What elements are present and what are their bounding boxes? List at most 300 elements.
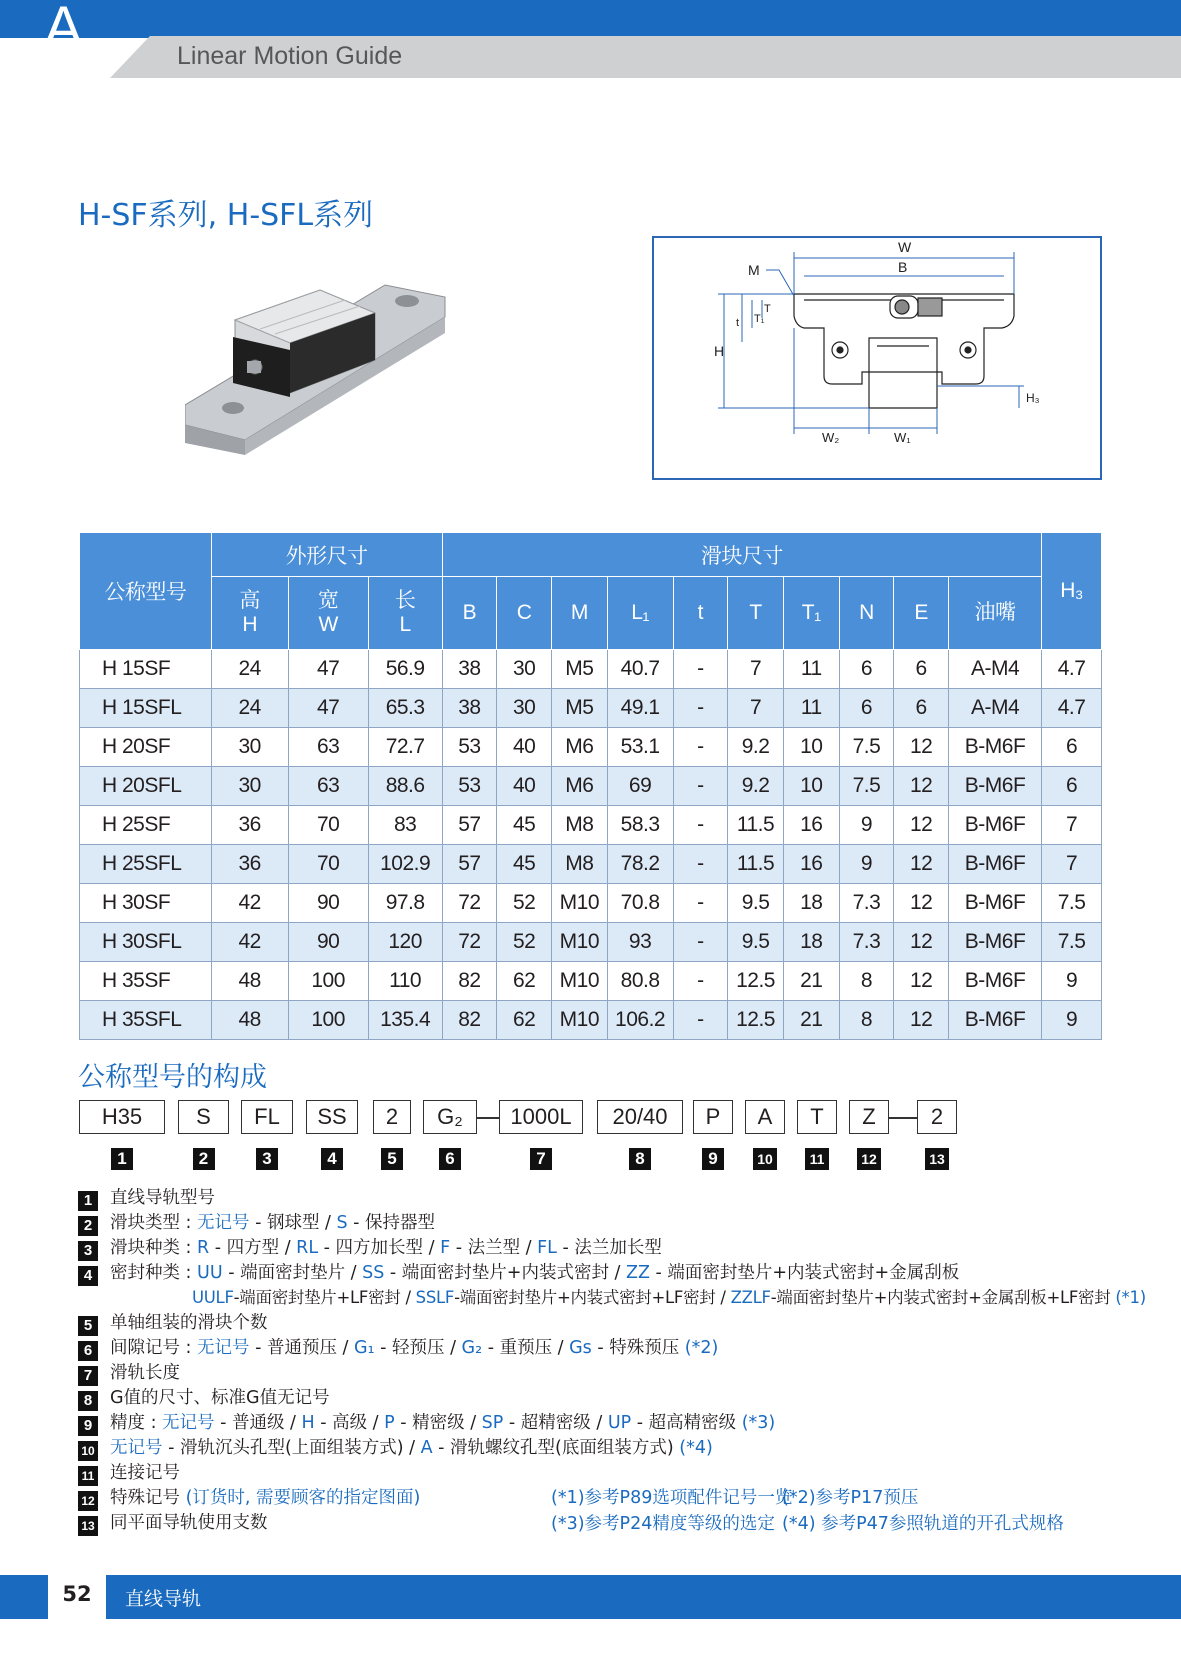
th-L-cn: 长 — [394, 589, 416, 612]
model-cell: H 15SF — [80, 650, 212, 689]
legend-text: 同平面导轨使用支数 — [110, 1513, 268, 1533]
legend-ref: (*2) — [684, 1338, 719, 1358]
table-row — [80, 962, 1102, 1001]
code-title: 公称型号的构成 — [78, 1062, 267, 1093]
dim-label-W2: W₂ — [822, 430, 840, 445]
code-number-badge: 2 — [193, 1148, 215, 1170]
table-cell: 40 — [497, 767, 552, 806]
legend-code: P — [384, 1413, 395, 1433]
legend-note: (订货时, 需要顾客的指定图面) — [185, 1488, 421, 1508]
table-cell: 21 — [783, 1001, 839, 1040]
legend-text: -端面密封垫片+内装式密封+金属刮板+LF密封 — [770, 1288, 1116, 1307]
legend-text: 精度 : — [110, 1413, 163, 1433]
legend-num: 1 — [78, 1191, 98, 1211]
th-L-en: L — [399, 613, 411, 636]
legend-code: UU — [197, 1263, 223, 1283]
legend-text: - 滑轨螺纹孔型(底面组装方式) — [432, 1438, 680, 1458]
table-cell: 11.5 — [728, 806, 784, 845]
table-cell: 38 — [442, 689, 497, 728]
legend-item-13 — [78, 1511, 268, 1536]
table-cell: 102.9 — [368, 845, 442, 884]
spec-table — [79, 532, 1102, 1040]
legend-code: F — [440, 1238, 451, 1258]
table-cell: - — [673, 650, 728, 689]
table-cell: 7 — [1042, 806, 1102, 845]
legend-code: H — [301, 1413, 315, 1433]
th-H-cn: 高 — [239, 589, 260, 612]
table-cell: 9.5 — [728, 923, 784, 962]
code-box: A — [745, 1100, 785, 1134]
legend-text: 连接记号 — [110, 1463, 180, 1483]
table-cell: 6 — [1042, 767, 1102, 806]
code-number-badge: 13 — [925, 1148, 949, 1170]
footnote-1: (*1)参考P89选项配件记号一览 — [551, 1488, 793, 1508]
table-cell: 45 — [497, 845, 552, 884]
table-cell: 7.3 — [839, 923, 894, 962]
table-cell: M10 — [551, 884, 607, 923]
table-cell: 12 — [894, 962, 949, 1001]
dimension-diagram — [652, 236, 1102, 480]
table-cell: 7 — [1042, 845, 1102, 884]
table-cell: M6 — [551, 728, 607, 767]
table-cell: 6 — [839, 650, 894, 689]
model-cell: H 15SFL — [80, 689, 212, 728]
dim-label-T: T — [764, 303, 771, 315]
table-cell: 11.5 — [728, 845, 784, 884]
legend-num: 3 — [78, 1241, 98, 1261]
code-box: P — [693, 1100, 733, 1134]
code-box: 1000L — [499, 1100, 583, 1134]
code-box: Z — [849, 1100, 889, 1134]
code-number-badge: 3 — [256, 1148, 278, 1170]
legend-text: - 法兰加长型 — [556, 1238, 662, 1258]
table-cell: 70 — [288, 806, 368, 845]
legend-code: S — [336, 1213, 348, 1233]
table-cell: 16 — [783, 845, 839, 884]
th-outer-dimensions: 外形尺寸 — [211, 533, 442, 577]
table-cell: 57 — [442, 806, 497, 845]
legend-code: A — [420, 1438, 433, 1458]
table-cell: 52 — [497, 884, 552, 923]
table-cell: B-M6F — [948, 962, 1041, 1001]
legend-code: SS — [362, 1263, 385, 1283]
table-row — [80, 650, 1102, 689]
legend-text: 滑块种类 : — [110, 1238, 198, 1258]
legend-num: 8 — [78, 1391, 98, 1411]
legend-item-2 — [78, 1211, 435, 1236]
legend-text: - 超精密级 / — [503, 1413, 608, 1433]
table-cell: 30 — [497, 689, 552, 728]
th-C: C — [497, 577, 552, 650]
legend-text: 密封种类 : — [110, 1263, 198, 1283]
dim-label-B: B — [898, 259, 908, 275]
legend-item-1 — [78, 1186, 215, 1211]
code-number-badge: 5 — [381, 1148, 403, 1170]
legend-text: - 钢球型 / — [249, 1213, 337, 1233]
table-cell: 53.1 — [607, 728, 673, 767]
legend-text: 间隙记号 : — [110, 1338, 198, 1358]
table-cell: B-M6F — [948, 728, 1041, 767]
table-cell: M10 — [551, 1001, 607, 1040]
dim-label-H3: H₃ — [1026, 391, 1040, 405]
table-cell: - — [673, 689, 728, 728]
table-cell: M10 — [551, 923, 607, 962]
legend-code: ZZLF — [730, 1288, 771, 1307]
legend-text: 滑块类型 : — [110, 1213, 198, 1233]
dim-label-t: t — [736, 317, 740, 329]
table-cell: 78.2 — [607, 845, 673, 884]
table-cell: 70.8 — [607, 884, 673, 923]
legend-text: - 四方加长型 / — [318, 1238, 441, 1258]
legend-code: 无记号 — [110, 1438, 163, 1458]
table-cell: 38 — [442, 650, 497, 689]
table-cell: 11 — [783, 689, 839, 728]
table-cell: 40.7 — [607, 650, 673, 689]
dim-label-M: M — [748, 262, 760, 278]
table-cell: M5 — [551, 650, 607, 689]
table-cell: 53 — [442, 767, 497, 806]
table-cell: 48 — [211, 962, 288, 1001]
table-cell: A-M4 — [948, 689, 1041, 728]
footer-title: 直线导轨 — [125, 1588, 202, 1610]
legend-code: G₁ — [354, 1338, 375, 1358]
table-cell: 72.7 — [368, 728, 442, 767]
table-cell: 12.5 — [728, 962, 784, 1001]
table-cell: 42 — [211, 923, 288, 962]
dim-label-T1: T₁ — [754, 313, 765, 325]
th-E: E — [894, 577, 949, 650]
legend-text: - 特殊预压 — [591, 1338, 685, 1358]
legend-text: - 端面密封垫片 / — [222, 1263, 363, 1283]
legend-num: 12 — [78, 1491, 98, 1511]
legend-code: 无记号 — [197, 1213, 250, 1233]
table-cell: M5 — [551, 689, 607, 728]
table-cell: B-M6F — [948, 923, 1041, 962]
header-bar — [0, 0, 1181, 38]
table-cell: A-M4 — [948, 650, 1041, 689]
legend-item-10 — [78, 1436, 713, 1461]
table-cell: - — [673, 806, 728, 845]
table-cell: 12 — [894, 845, 949, 884]
table-cell: 18 — [783, 884, 839, 923]
table-cell: 24 — [211, 689, 288, 728]
table-row — [80, 923, 1102, 962]
table-cell: 97.8 — [368, 884, 442, 923]
table-cell: - — [673, 1001, 728, 1040]
table-row — [80, 689, 1102, 728]
table-cell: M8 — [551, 806, 607, 845]
legend-text: - 重预压 / — [482, 1338, 570, 1358]
th-W-cn: 宽 — [317, 589, 339, 612]
table-cell: 16 — [783, 806, 839, 845]
th-oil-nipple: 油嘴 — [948, 577, 1041, 650]
table-cell: 57 — [442, 845, 497, 884]
legend-ref: (*1) — [1115, 1288, 1146, 1307]
table-cell: 10 — [783, 728, 839, 767]
table-cell: - — [673, 884, 728, 923]
table-cell: 56.9 — [368, 650, 442, 689]
code-box: G₂ — [423, 1100, 477, 1134]
legend-text: - 普通预压 / — [249, 1338, 354, 1358]
table-cell: 8 — [839, 1001, 894, 1040]
legend-code: SP — [481, 1413, 504, 1433]
legend-text: -端面密封垫片+内装式密封+LF密封 / — [454, 1288, 731, 1307]
code-number-badge: 1 — [111, 1148, 133, 1170]
legend-num: 10 — [78, 1441, 98, 1461]
legend-text: - 超高精密级 — [631, 1413, 742, 1433]
code-number-badge: 12 — [857, 1148, 881, 1170]
table-cell: 9 — [839, 845, 894, 884]
table-cell: 7.5 — [1042, 884, 1102, 923]
legend-num: 13 — [78, 1516, 98, 1536]
legend-text: -端面密封垫片+LF密封 / — [233, 1288, 416, 1307]
table-cell: 18 — [783, 923, 839, 962]
table-cell: 135.4 — [368, 1001, 442, 1040]
table-cell: 47 — [288, 689, 368, 728]
dim-label-W: W — [898, 239, 912, 255]
code-box: SS — [306, 1100, 358, 1134]
table-cell: M8 — [551, 845, 607, 884]
table-cell: 11 — [783, 650, 839, 689]
legend-code: SSLF — [415, 1288, 455, 1307]
table-cell: 62 — [497, 1001, 552, 1040]
table-cell: M6 — [551, 767, 607, 806]
table-cell: 63 — [288, 767, 368, 806]
legend-code: R — [197, 1238, 210, 1258]
th-W — [288, 577, 368, 650]
legend-code: UP — [607, 1413, 632, 1433]
table-cell: 93 — [607, 923, 673, 962]
table-cell: 30 — [497, 650, 552, 689]
model-cell: H 35SF — [80, 962, 212, 1001]
code-box: FL — [241, 1100, 293, 1134]
table-cell: 63 — [288, 728, 368, 767]
legend-text: - 轻预压 / — [374, 1338, 462, 1358]
table-cell: 6 — [839, 689, 894, 728]
table-cell: 82 — [442, 1001, 497, 1040]
legend-item-9 — [78, 1411, 775, 1436]
code-connector — [889, 1117, 917, 1119]
legend-item-12 — [78, 1486, 420, 1511]
th-W-en: W — [318, 613, 338, 636]
legend-code: FL — [537, 1238, 557, 1258]
table-cell: 90 — [288, 884, 368, 923]
table-row — [80, 1001, 1102, 1040]
table-cell: 53 — [442, 728, 497, 767]
legend-text: G值的尺寸、标准G值无记号 — [110, 1388, 330, 1408]
table-cell: 12 — [894, 806, 949, 845]
legend-text: - 四方型 / — [209, 1238, 297, 1258]
table-cell: 9.2 — [728, 767, 784, 806]
th-M: M — [551, 577, 607, 650]
table-cell: - — [673, 728, 728, 767]
legend-item-8 — [78, 1386, 330, 1411]
table-cell: 83 — [368, 806, 442, 845]
legend-code: G₂ — [461, 1338, 483, 1358]
legend-text: - 保持器型 — [347, 1213, 436, 1233]
legend-code: UULF — [192, 1288, 234, 1307]
legend-item-4 — [78, 1261, 959, 1286]
th-L — [368, 577, 442, 650]
table-cell: 12 — [894, 923, 949, 962]
th-t: t — [673, 577, 728, 650]
footnote-4: (*4) 参考P47参照轨道的开孔式规格 — [782, 1514, 1064, 1534]
code-number-badge: 4 — [321, 1148, 343, 1170]
table-cell: 88.6 — [368, 767, 442, 806]
table-cell: B-M6F — [948, 767, 1041, 806]
legend-code: ZZ — [625, 1263, 650, 1283]
table-cell: - — [673, 845, 728, 884]
legend-num: 6 — [78, 1341, 98, 1361]
model-cell: H 30SFL — [80, 923, 212, 962]
section-title: H-SF系列, H-SFL系列 — [78, 198, 374, 233]
legend-text: - 法兰型 / — [450, 1238, 538, 1258]
legend-item-5 — [78, 1311, 268, 1336]
table-cell: 52 — [497, 923, 552, 962]
table-cell: 45 — [497, 806, 552, 845]
dim-label-W1: W₁ — [894, 430, 911, 445]
table-cell: 62 — [497, 962, 552, 1001]
legend-ref: (*3) — [741, 1413, 776, 1433]
legend-num: 7 — [78, 1366, 98, 1386]
legend-item-3 — [78, 1236, 662, 1261]
code-number-badge: 10 — [753, 1148, 777, 1170]
code-box: 2 — [917, 1100, 957, 1134]
code-number-badge: 7 — [530, 1148, 552, 1170]
legend-item-7 — [78, 1361, 180, 1386]
code-box: T — [797, 1100, 837, 1134]
table-cell: - — [673, 767, 728, 806]
model-cell: H 35SFL — [80, 1001, 212, 1040]
th-H — [211, 577, 288, 650]
header-title: Linear Motion Guide — [177, 42, 403, 70]
legend-text: - 高级 / — [314, 1413, 385, 1433]
table-cell: B-M6F — [948, 884, 1041, 923]
table-cell: - — [673, 962, 728, 1001]
th-T1: T₁ — [783, 577, 839, 650]
table-cell: 65.3 — [368, 689, 442, 728]
table-cell: 90 — [288, 923, 368, 962]
legend-item-11 — [78, 1461, 180, 1486]
table-cell: 7.3 — [839, 884, 894, 923]
th-N: N — [839, 577, 894, 650]
table-cell: - — [673, 923, 728, 962]
th-B: B — [442, 577, 497, 650]
table-cell: B-M6F — [948, 845, 1041, 884]
table-cell: 12 — [894, 767, 949, 806]
footnote-3: (*3)参考P24精度等级的选定 — [551, 1514, 775, 1534]
table-cell: 110 — [368, 962, 442, 1001]
legend-code: RL — [296, 1238, 319, 1258]
model-cell: H 20SF — [80, 728, 212, 767]
legend-num: 9 — [78, 1416, 98, 1436]
code-box: 20/40 — [597, 1100, 683, 1134]
table-cell: 9 — [839, 806, 894, 845]
th-H-en: H — [242, 613, 257, 636]
legend-text: 单轴组装的滑块个数 — [110, 1313, 268, 1333]
legend-text: - 滑轨沉头孔型(上面组装方式) / — [162, 1438, 421, 1458]
table-cell: 7.5 — [839, 767, 894, 806]
legend-num: 5 — [78, 1316, 98, 1336]
legend-item-4-cont — [192, 1286, 1146, 1310]
code-number-badge: 6 — [439, 1148, 461, 1170]
table-cell: 100 — [288, 1001, 368, 1040]
model-cell: H 30SF — [80, 884, 212, 923]
table-cell: 36 — [211, 806, 288, 845]
table-cell: 40 — [497, 728, 552, 767]
footnote-2: (*2)参考P17预压 — [782, 1488, 919, 1508]
code-box: 2 — [373, 1100, 411, 1134]
chapter-letter: A — [44, 0, 83, 60]
th-block-dimensions: 滑块尺寸 — [442, 533, 1042, 577]
product-image — [185, 275, 465, 475]
legend-text: 直线导轨型号 — [110, 1188, 215, 1208]
th-H3: H₃ — [1042, 533, 1102, 650]
code-connector — [477, 1117, 499, 1119]
th-T: T — [728, 577, 784, 650]
model-cell: H 25SF — [80, 806, 212, 845]
table-cell: 30 — [211, 728, 288, 767]
table-cell: 10 — [783, 767, 839, 806]
table-cell: 12 — [894, 728, 949, 767]
dim-label-H: H — [714, 343, 725, 359]
table-cell: 9.2 — [728, 728, 784, 767]
code-number-badge: 9 — [702, 1148, 724, 1170]
page-number: 52 — [62, 1582, 92, 1606]
table-cell: 7 — [728, 650, 784, 689]
table-cell: 7.5 — [839, 728, 894, 767]
dimension-drawing — [654, 238, 1100, 478]
table-cell: 9 — [1042, 962, 1102, 1001]
table-cell: 12 — [894, 1001, 949, 1040]
table-cell: 6 — [894, 689, 949, 728]
table-cell: 12 — [894, 884, 949, 923]
legend-ref: (*4) — [679, 1438, 713, 1458]
table-row — [80, 845, 1102, 884]
legend-num: 11 — [78, 1466, 98, 1486]
table-cell: 42 — [211, 884, 288, 923]
table-cell: 100 — [288, 962, 368, 1001]
table-cell: 12.5 — [728, 1001, 784, 1040]
legend-num: 4 — [78, 1266, 98, 1286]
th-model: 公称型号 — [80, 533, 212, 650]
code-number-badge: 11 — [805, 1148, 829, 1170]
table-cell: 70 — [288, 845, 368, 884]
table-cell: 47 — [288, 650, 368, 689]
legend-code: Gs — [569, 1338, 592, 1358]
table-cell: 7.5 — [1042, 923, 1102, 962]
model-cell: H 25SFL — [80, 845, 212, 884]
legend-text: - 端面密封垫片+内装式密封+金属刮板 — [649, 1263, 960, 1283]
legend-text: - 精密级 / — [394, 1413, 482, 1433]
table-cell: 6 — [1042, 728, 1102, 767]
table-cell: 82 — [442, 962, 497, 1001]
table-cell: 72 — [442, 923, 497, 962]
table-cell: 49.1 — [607, 689, 673, 728]
code-box: H35 — [79, 1100, 165, 1134]
table-cell: M10 — [551, 962, 607, 1001]
legend-text: 特殊记号 — [110, 1488, 186, 1508]
table-cell: 120 — [368, 923, 442, 962]
table-row — [80, 806, 1102, 845]
legend-code: 无记号 — [197, 1338, 250, 1358]
table-cell: 58.3 — [607, 806, 673, 845]
table-cell: 69 — [607, 767, 673, 806]
table-cell: 21 — [783, 962, 839, 1001]
table-cell: 4.7 — [1042, 689, 1102, 728]
table-cell: 30 — [211, 767, 288, 806]
legend-num: 2 — [78, 1216, 98, 1236]
